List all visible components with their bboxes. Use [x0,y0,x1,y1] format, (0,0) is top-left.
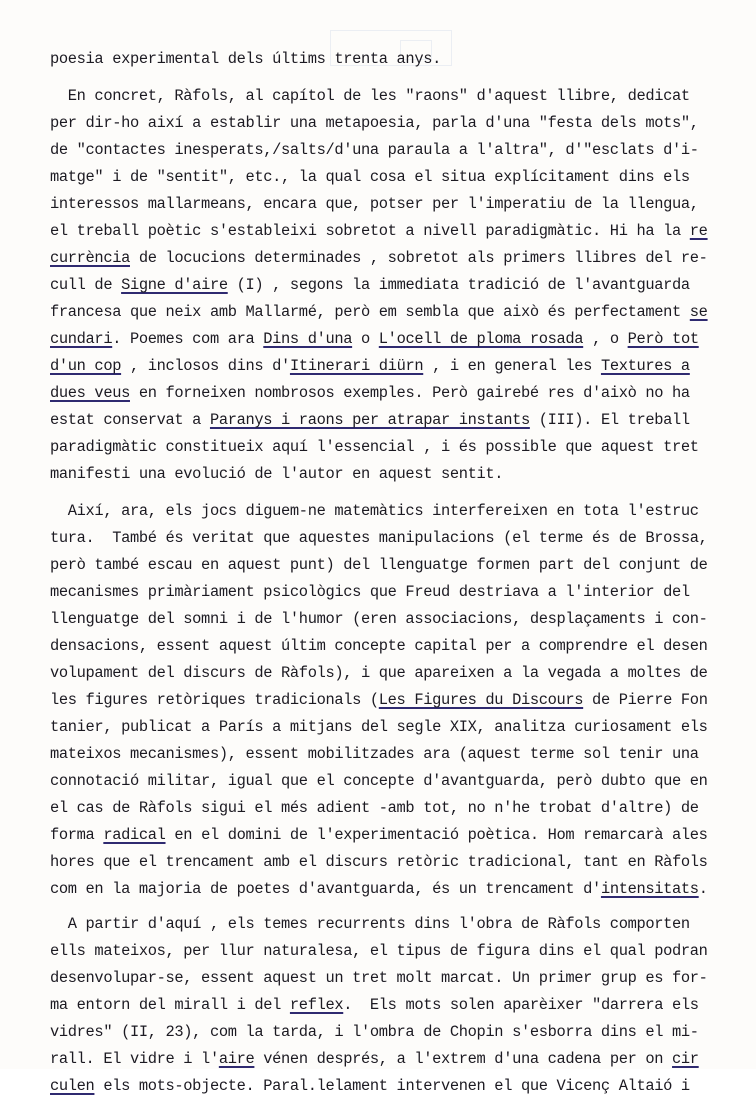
text-line [50,942,708,960]
text-line [50,664,708,682]
text-run: el cas de Ràfols sigui el més adient -amb tot, no n'he trobat d'altre) de [50,799,699,817]
text-line [50,303,708,321]
text-run: de locucions determinades , sobretot als primers llibres del re- [129,249,708,267]
underlined-phrase: Itinerari diürn [289,357,424,375]
underlined-phrase: intensitats [600,880,699,898]
text-run: interessos mallarmeans, encara que, potser per l'imperatiu de la llengua, [50,195,699,213]
text-run: manifesti una evolució de l'autor en aquest sentit. [50,465,504,483]
text-run: En concret, Ràfols, al capítol de les "raons" d'aquest llibre, dedicat [50,87,690,105]
text-run: hores que el trencament amb el discurs retòric tradicional, tant en Ràfols [50,853,708,871]
text-line [50,502,699,520]
underlined-phrase: dues veus [50,384,130,402]
text-line [50,1050,699,1068]
text-run: , i en general les [423,357,601,375]
text-line [50,384,690,402]
underlined-phrase: se [689,303,708,321]
text-line [50,610,708,628]
text-run: ma entorn del mirall i del [50,996,290,1014]
text-run: . Els mots solen aparèixer "darrera els [343,996,699,1014]
text-line [50,915,690,933]
text-run: forma [50,826,104,844]
text-line [50,969,708,987]
underlined-phrase: culen [50,1077,95,1095]
text-run: (I) , segons la immediata tradició de l'avantguarda [227,276,690,294]
text-run: volupament del discurs de Ràfols), i que apareixen a la vegada a moltes de [50,664,708,682]
underlined-phrase: L'ocell de ploma rosada [378,330,584,348]
text-run: vidres" (II, 23), com la tarda, i l'ombra de Chopin s'esborra dins el mi- [50,1023,699,1041]
text-run: desenvolupar-se, essent aquest un tret molt marcat. Un primer grup es for- [50,969,708,987]
text-run: densacions, essent aquest últim concepte capital per a comprendre el desen [50,637,708,655]
text-line [50,195,699,213]
text-run: . Poemes com ara [112,330,264,348]
text-run: en forneixen nombrosos exemples. Però gairebé res d'això no ha [129,384,690,402]
underlined-phrase: cir [672,1050,699,1068]
text-line [50,411,690,429]
text-run: francesa que neix amb Mallarmé, però em sembla que això és perfectament [50,303,690,321]
text-run: , o [583,330,628,348]
text-run: mateixos mecanismes), essent mobilitzades ara (aquest terme sol tenir una [50,745,699,763]
text-run: poesia experimental dels últims trenta anys. [50,50,441,68]
text-line [50,465,503,483]
text-line [50,141,699,159]
text-line [50,1077,690,1095]
text-run: les figures retòriques tradicionals ( [50,691,379,709]
text-line [50,87,690,105]
text-run: llenguatge del somni i de l'humor (eren associacions, desplaçaments i con- [50,610,708,628]
underlined-phrase: reflex [289,996,344,1014]
text-line [50,799,699,817]
text-run: ells mateixos, per llur naturalesa, el tipus de figura dins el qual podran [50,942,708,960]
text-run: . [698,880,708,898]
underlined-phrase: radical [103,826,166,844]
text-run: , inclosos dins d' [121,357,290,375]
underlined-phrase: Dins d'una [263,330,353,348]
text-line [50,529,708,547]
text-line [50,222,708,240]
text-run: mecanismes primàriament psicològics que Freud destriava a l'interior del [50,583,690,601]
text-line [50,556,708,574]
text-run: de "contactes inesperats,/salts/d'una paraula a l'altra", d'"esclats d'i- [50,141,699,159]
text-run: Així, ara, els jocs diguem-ne matemàtics interfereixen en tota l'estruc [50,502,699,520]
text-run: tura. També és veritat que aquestes manipulacions (el terme és de Brossa, [50,529,708,547]
text-run: el treball poètic s'estableixi sobretot a nivell paradigmàtic. Hi ha la [50,222,690,240]
text-line [50,438,699,456]
text-line [50,50,441,68]
text-line [50,691,708,709]
text-run: o [352,330,379,348]
text-run: en el domini de l'experimentació poètica. Hom remarcarà ales [165,826,708,844]
text-line [50,772,708,790]
text-line [50,718,708,736]
text-line [50,276,690,294]
underlined-phrase: Però tot [627,330,699,348]
text-line [50,330,699,348]
text-line [50,249,708,267]
text-line [50,996,699,1014]
text-line [50,114,699,132]
text-run: els mots-objecte. Paral.lelament intervenen el que Vicenç Altaió i [94,1077,690,1095]
text-run: vénen després, a l'extrem d'una cadena per on [254,1050,673,1068]
text-run: A partir d'aquí , els temes recurrents dins l'obra de Ràfols comporten [50,915,690,933]
text-run: cull de [50,276,122,294]
text-run: paradigmàtic constitueix aquí l'essencial , i és possible que aquest tret [50,438,699,456]
text-line [50,1023,699,1041]
text-line [50,880,708,898]
text-run: estat conservat a [50,411,210,429]
underlined-phrase: Paranys i raons per atrapar instants [209,411,530,429]
underlined-phrase: Les Figures du Discours [378,691,584,709]
underlined-phrase: Signe d'aire [121,276,228,294]
text-line [50,637,708,655]
text-run: matge" i de "sentit", etc., la qual cosa el situa explícitament dins els [50,168,690,186]
text-run: per dir-ho així a establir una metapoesia, parla d'una "festa dels mots", [50,114,699,132]
text-line [50,745,699,763]
text-line [50,357,690,375]
underlined-phrase: re [689,222,708,240]
underlined-phrase: cundari [50,330,113,348]
text-line [50,168,690,186]
underlined-phrase: d'un cop [50,357,122,375]
underlined-phrase: Textures a [600,357,690,375]
text-run: (III). El treball [529,411,690,429]
text-line [50,826,708,844]
text-run: com en la majoria de poetes d'avantguarda, és un trencament d' [50,880,601,898]
text-line [50,853,708,871]
text-run: tanier, publicat a París a mitjans del segle XIX, analitza curiosament els [50,718,708,736]
text-run: rall. El vidre i l' [50,1050,219,1068]
underlined-phrase: aire [218,1050,255,1068]
text-line [50,583,690,601]
text-run: connotació militar, igual que el concepte d'avantguarda, però dubto que en [50,772,708,790]
text-run: però també escau en aquest punt) del llenguatge formen part del conjunt de [50,556,708,574]
underlined-phrase: currència [50,249,130,267]
text-run: de Pierre Fon [583,691,708,709]
